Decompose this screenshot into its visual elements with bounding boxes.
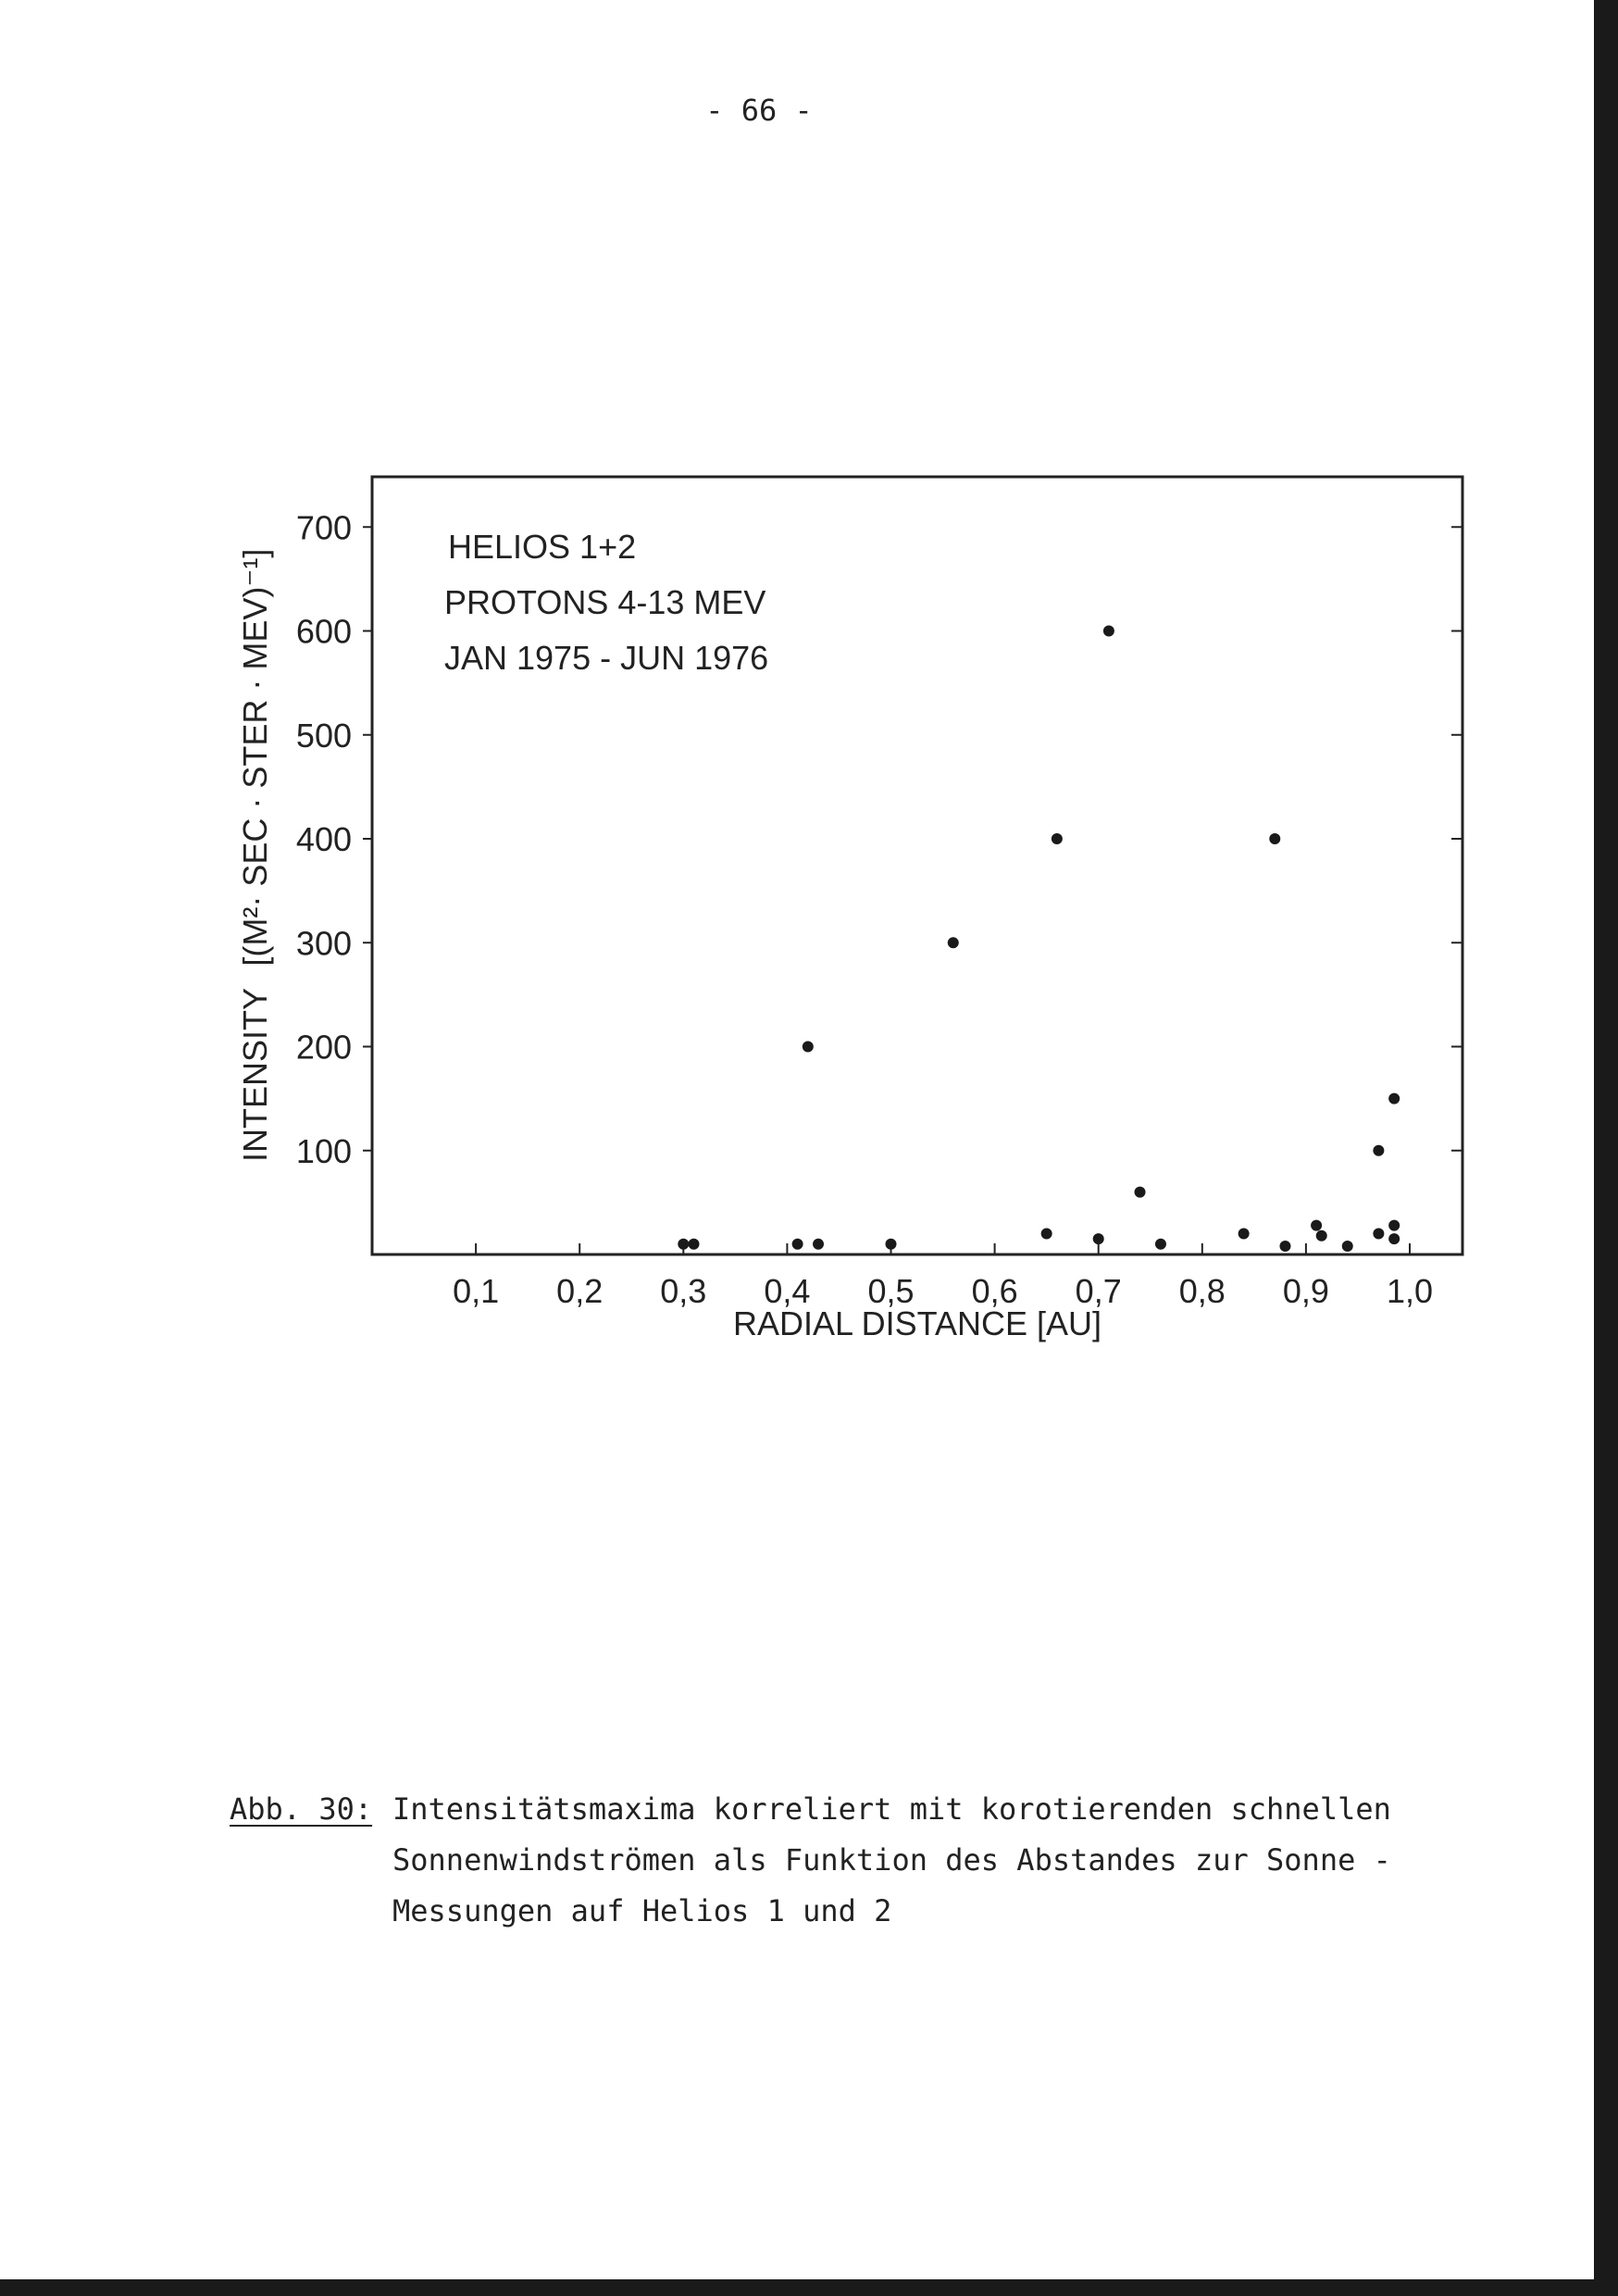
data-point	[1093, 1233, 1104, 1244]
data-point	[1041, 1229, 1052, 1240]
data-point	[813, 1239, 824, 1250]
caption-line-2: Sonnenwindströmen als Funktion des Abstandes zur Sonne -	[392, 1842, 1391, 1878]
caption-line-1: Intensitätsmaxima korreliert mit korotierenden schnellen	[392, 1791, 1391, 1827]
x-tick-label: 1,0	[1386, 1272, 1434, 1310]
data-point	[1316, 1230, 1327, 1242]
y-tick-label: 400	[295, 820, 352, 858]
data-point	[1373, 1229, 1384, 1240]
data-points	[678, 626, 1400, 1253]
data-point	[803, 1042, 814, 1053]
x-tick-label: 0,8	[1178, 1272, 1226, 1310]
data-point	[1052, 833, 1063, 844]
data-point	[886, 1239, 897, 1250]
data-point	[1388, 1220, 1400, 1231]
data-point	[678, 1239, 689, 1250]
x-tick-label: 0,4	[764, 1272, 811, 1310]
x-tick-label: 0,7	[1075, 1272, 1122, 1310]
data-point	[1155, 1239, 1166, 1250]
y-tick-label: 600	[295, 612, 352, 651]
y-axis-label-main: INTENSITY	[236, 988, 274, 1162]
data-point	[1238, 1229, 1250, 1240]
data-point	[1342, 1241, 1353, 1252]
data-point	[1279, 1241, 1290, 1252]
data-point	[948, 937, 959, 948]
chart-title-line-3: JAN 1975 - JUN 1976	[444, 639, 769, 677]
x-tick-label: 0,2	[556, 1272, 604, 1310]
data-point	[1388, 1093, 1400, 1104]
x-tick-label: 0,3	[660, 1272, 707, 1310]
y-axis-label	[236, 549, 274, 1162]
data-point	[689, 1239, 700, 1250]
chart-title-line-1: HELIOS 1+2	[448, 528, 637, 566]
data-point	[1269, 833, 1280, 844]
data-point	[1135, 1187, 1146, 1198]
x-axis-label: RADIAL DISTANCE [AU]	[732, 1304, 1102, 1342]
y-tick-label: 300	[295, 924, 352, 963]
data-point	[1388, 1233, 1400, 1244]
data-point	[1103, 626, 1114, 637]
data-point	[1373, 1145, 1384, 1156]
data-point	[792, 1239, 803, 1250]
x-tick-label: 0,5	[867, 1272, 915, 1310]
page-number: - 66 -	[705, 93, 813, 128]
caption-line-3: Messungen auf Helios 1 und 2	[392, 1893, 892, 1928]
chart-title-line-2: PROTONS 4-13 MEV	[444, 583, 766, 621]
y-tick-label: 700	[295, 508, 352, 547]
x-tick-label: 0,6	[971, 1272, 1018, 1310]
caption-label: Abb. 30:	[230, 1791, 373, 1827]
y-axis-label-units: [(M²· SEC · STER · MEV)⁻¹]	[236, 548, 274, 967]
y-tick-label: 200	[295, 1028, 352, 1067]
x-tick-label: 0,1	[453, 1272, 500, 1310]
x-tick-label: 0,9	[1282, 1272, 1329, 1310]
data-point	[1311, 1220, 1322, 1231]
y-tick-label: 500	[295, 716, 352, 755]
y-tick-label: 100	[295, 1131, 352, 1170]
